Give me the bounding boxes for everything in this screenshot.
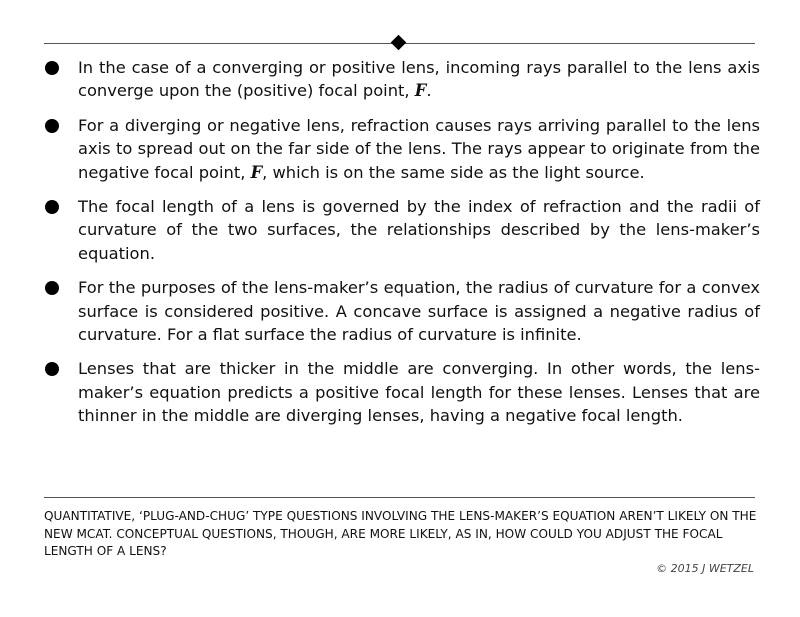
- bullet-item: [44, 357, 760, 427]
- bullet-list: [44, 56, 760, 439]
- bullet-dot-icon: [45, 61, 59, 75]
- copyright: © 2015 J WETZEL: [656, 562, 754, 575]
- bullet-text: .: [426, 81, 432, 101]
- bullet-dot-icon: [45, 281, 59, 295]
- bullet-item: [44, 114, 760, 184]
- bullet-dot-icon: [45, 200, 59, 214]
- focal-point-symbol: F: [414, 81, 427, 101]
- bullet-item: [44, 195, 760, 265]
- bottom-divider: [44, 497, 755, 498]
- bullet-text: The focal length of a lens is governed by the index of refraction and the radii of curvature of the two surfaces, the relationships described by the lens-maker’s equation.: [78, 197, 760, 263]
- bullet-text: , which is on the same side as the light source.: [262, 162, 645, 182]
- bullet-text: Lenses that are thicker in the middle are converging. In other words, the lens-maker’s equation predicts a positive focal length for these lenses. Lenses that are thinner in the middle are diverging lenses, having a negative focal length.: [78, 359, 760, 426]
- diamond-ornament-icon: [391, 35, 407, 51]
- bullet-item: [44, 56, 760, 103]
- bullet-dot-icon: [45, 362, 59, 376]
- bullet-item: [44, 276, 760, 346]
- bullet-text: For the purposes of the lens-maker’s equation, the radius of curvature for a convex surface is considered positive. A concave surface is assigned a negative radius of curvature. For a flat surface the radius of curvature is infinite.: [78, 278, 760, 345]
- bullet-text: For a diverging or negative lens, refraction causes rays arriving parallel to the lens axis to spread out on the far side of the lens. The rays appear to originate from the negative focal point,: [78, 115, 760, 182]
- footnote: QUANTITATIVE, ‘PLUG-AND-CHUG’ TYPE QUESTIONS INVOLVING THE LENS-MAKER’S EQUATION AREN’T LIKELY ON THE NEW MCAT. CONCEPTUAL QUESTIONS, THOUGH, ARE MORE LIKELY, AS IN, HOW COULD YOU ADJUST THE FOCAL LENGTH OF A LENS?: [44, 509, 757, 558]
- bullet-dot-icon: [45, 119, 59, 133]
- bullet-text: In the case of a converging or positive lens, incoming rays parallel to the lens axis converge upon the (positive) focal point,: [78, 58, 760, 101]
- focal-point-symbol: F: [250, 162, 263, 182]
